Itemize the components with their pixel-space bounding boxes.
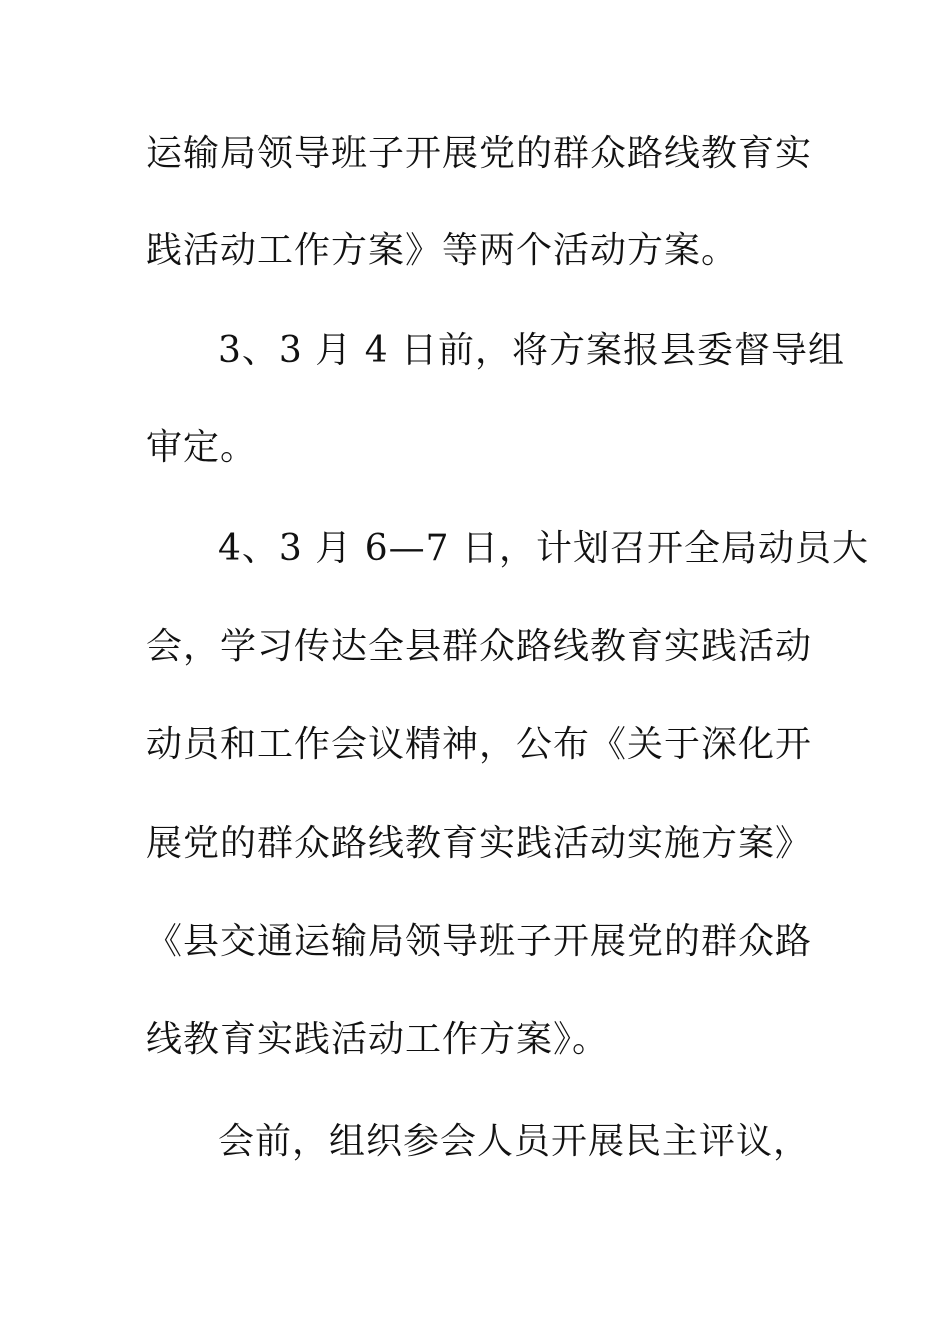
- text-line: 践活动工作方案》等两个活动方案。: [146, 230, 739, 271]
- text-line: 线教育实践活动工作方案》。: [146, 1019, 610, 1060]
- text-line: 运输局领导班子开展党的群众路线教育实: [146, 133, 813, 174]
- text-line: 《县交通运输局领导班子开展党的群众路: [146, 921, 813, 962]
- text-line: 3、3 月 4 日前，将方案报县委督导组: [218, 330, 846, 371]
- text-line: 会前，组织参会人员开展民主评议，: [218, 1121, 811, 1162]
- text-line: 4、3 月 6—7 日，计划召开全局动员大: [218, 528, 869, 569]
- text-line: 展党的群众路线教育实践活动实施方案》: [146, 823, 813, 864]
- text-line: 审定。: [146, 427, 258, 468]
- text-line: 动员和工作会议精神，公布《关于深化开: [146, 724, 813, 765]
- text-line: 会，学习传达全县群众路线教育实践活动: [146, 626, 813, 667]
